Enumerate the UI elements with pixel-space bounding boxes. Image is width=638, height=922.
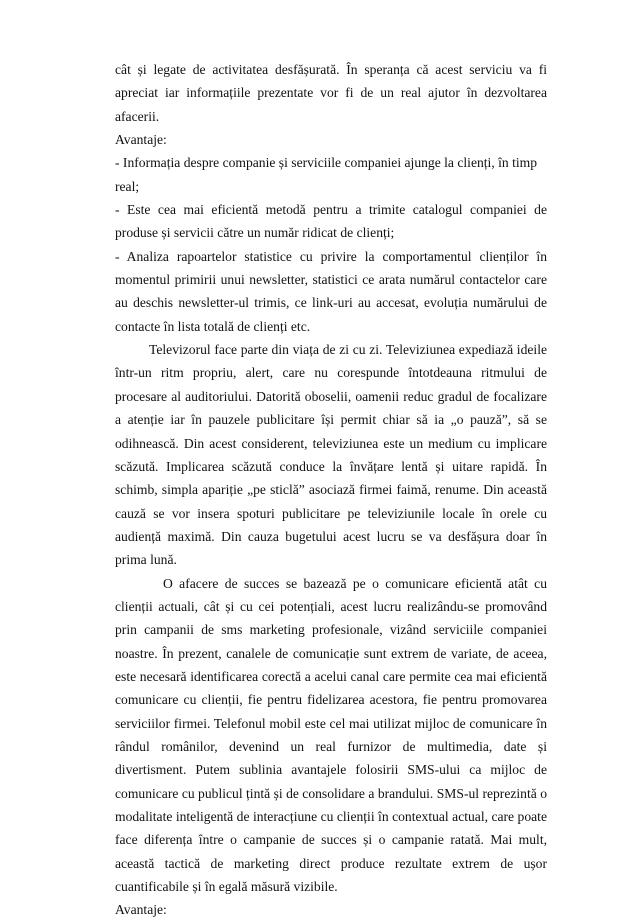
paragraph-televizor: Televizorul face parte din viața de zi cu zi. Televiziunea expediază ideile într-un ritm propriu, alert, care nu corespunde întotdeauna ritmului de procesare al auditoriului. Datorită oboselii, oamenii reduc gradul de focalizare a atenție iar în pauzele publicitare își permit chiar să ia „o pauză”, să se odihnească. Din acest considerent, televiziunea este un medium cu implicare scăzută. Implicarea scăzută conduce la învățare lentă și uitare rapidă. În schimb, simpla apariție „pe sticlă” asociază firmei faimă, renume. Din această cauză se vor insera spoturi publicitare pe televiziunile locale în orele cu audiență maximă. Din cauza bugetului acest lucru se va desfășura doar în prima lună. bbox=[115, 342, 547, 568]
list-item-catalog: - Este cea mai eficientă metodă pentru a trimite catalogul companiei de produse și servicii către un număr ridicat de clienți; bbox=[115, 202, 547, 241]
paragraph-sms-marketing: O afacere de succes se bazează pe o comunicare eficientă atât cu clienții actuali, cât și cu cei potențiali, acest lucru realizându-se promovând prin campanii de sms marketing profesionale, vizând serviciile companiei noastre. În prezent, canalele de comunicație sunt extrem de variate, de aceea, este necesară identificarea corectă a acelui canal care permite cea mai eficientă comunicare cu clienții, fie pentru fidelizarea acestora, fie pentru promovarea serviciilor firmei. Telefonul mobil este cel mai utilizat mijloc de comunicare în rândul românilor, devenind un real furnizor de multimedia, date și divertisment. Putem sublinia avantajele folosirii SMS-ului ca mijloc de comunicare cu publicul țintă și de consolidare a brandului. SMS-ul reprezintă o modalitate inteligentă de interacțiune cu clienții în contextual actual, care poate face diferența între o campanie de succes și o campanie ratată. Mai mult, această tactică de marketing direct produce rezultate extrem de ușor cuantificabile și în egală măsură vizibile. bbox=[115, 575, 547, 895]
heading-avantaje: Avantaje: bbox=[115, 132, 167, 148]
list-item-informatia: - Informația despre companie și serviciile companiei ajunge la clienți, în timp real; bbox=[115, 155, 538, 194]
paragraph-intro: cât și legate de activitatea desfășurată. În speranța că acest serviciu va fi apreciat iar informațiile prezentate vor fi de un real ajutor în dezvoltarea afacerii. bbox=[115, 62, 547, 124]
document-body bbox=[115, 58, 547, 922]
heading-avantaje-2: Avantaje: bbox=[115, 902, 167, 918]
list-item-rapoarte: - Analiza rapoartelor statistice cu privire la comportamentul clienților în momentul primirii unui newsletter, statistici ce arata numărul contactelor care au deschis newsletter-ul trimis, ce link-uri au accesat, evoluția numărului de contacte în lista totală de clienți etc. bbox=[115, 248, 547, 334]
